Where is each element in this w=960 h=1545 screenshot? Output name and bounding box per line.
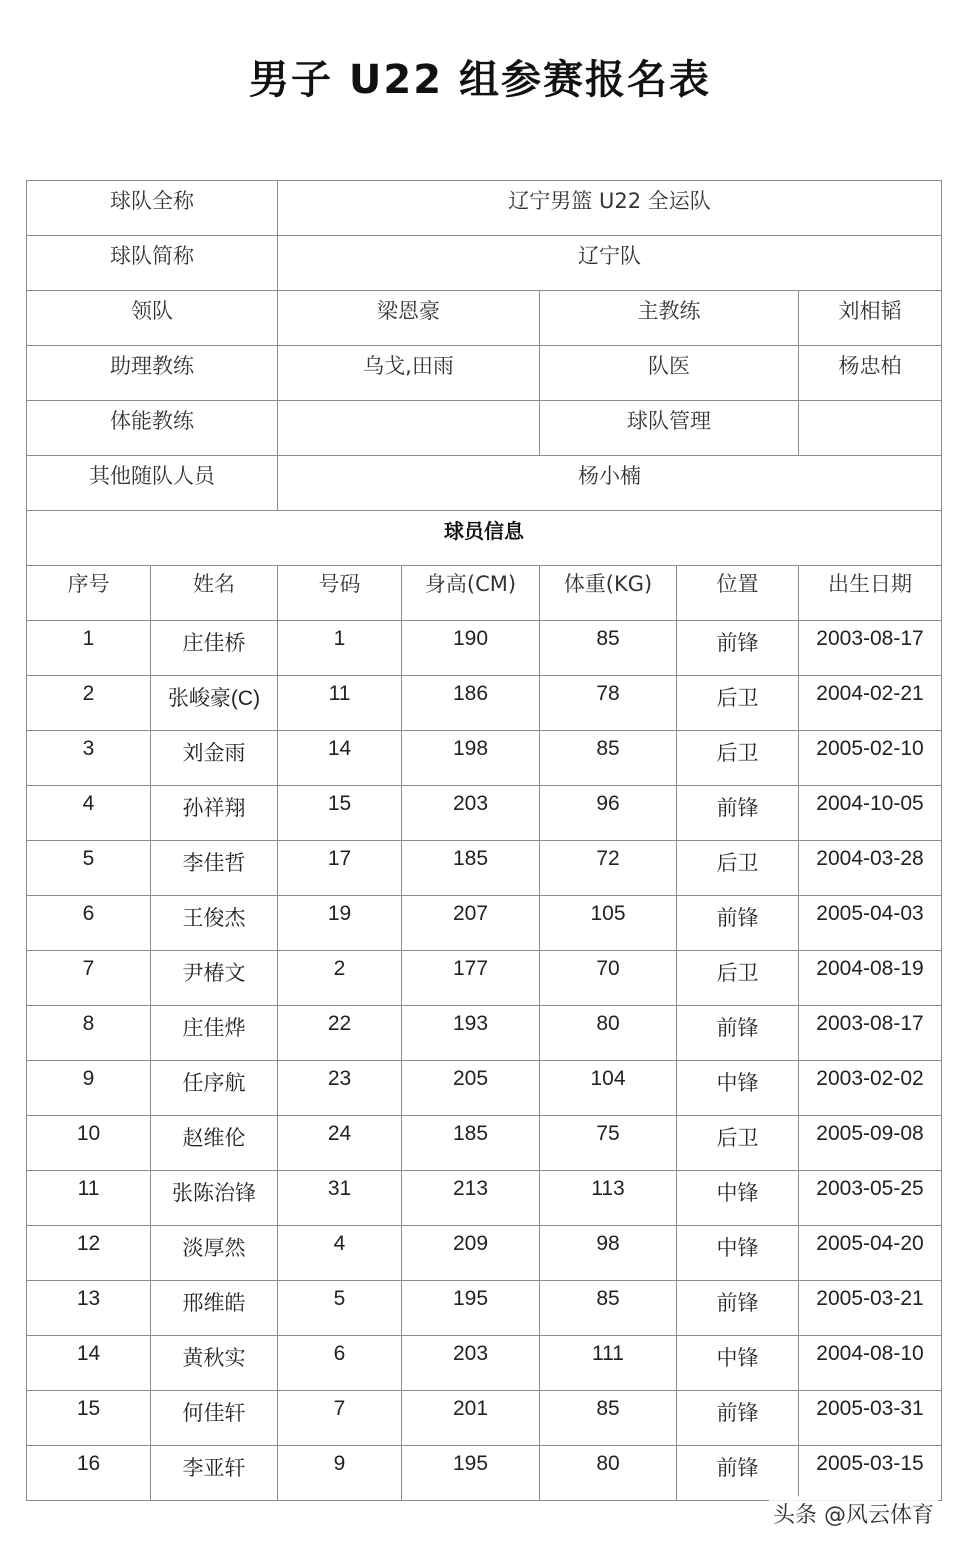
row-others [27,456,942,511]
column-header: 号码 [278,566,402,621]
table-cell: 前锋 [677,1391,799,1446]
table-cell: 4 [278,1226,402,1281]
table-cell: 张陈治锋 [151,1171,278,1226]
table-cell: 177 [402,951,540,1006]
table-cell: 赵维伦 [151,1116,278,1171]
table-cell: 15 [27,1391,151,1446]
table-row [27,1336,942,1391]
table-cell: 中锋 [677,1226,799,1281]
table-cell: 2005-04-20 [799,1226,942,1281]
table-cell: 17 [278,841,402,896]
table-cell: 王俊杰 [151,896,278,951]
label-full-name: 球队全称 [27,181,278,236]
value-head-coach: 刘相韬 [799,291,942,346]
table-cell: 前锋 [677,1446,799,1501]
table-cell: 14 [27,1336,151,1391]
table-cell: 2003-05-25 [799,1171,942,1226]
player-header-row [27,566,942,621]
table-cell: 85 [540,1281,677,1336]
table-cell: 2005-02-10 [799,731,942,786]
table-cell: 195 [402,1281,540,1336]
label-head-coach: 主教练 [540,291,799,346]
table-row [27,896,942,951]
table-cell: 16 [27,1446,151,1501]
table-cell: 前锋 [677,896,799,951]
table-cell: 24 [278,1116,402,1171]
label-manager: 球队管理 [540,401,799,456]
row-full-name [27,181,942,236]
table-cell: 80 [540,1006,677,1061]
table-cell: 中锋 [677,1171,799,1226]
table-cell: 孙祥翔 [151,786,278,841]
watermark: 头条 @风云体育 [769,1496,938,1531]
table-cell: 黄秋实 [151,1336,278,1391]
table-row [27,1171,942,1226]
table-cell: 中锋 [677,1061,799,1116]
table-cell: 前锋 [677,786,799,841]
table-cell: 75 [540,1116,677,1171]
table-cell: 2004-08-10 [799,1336,942,1391]
table-cell: 205 [402,1061,540,1116]
table-cell: 7 [27,951,151,1006]
table-cell: 6 [278,1336,402,1391]
table-cell: 70 [540,951,677,1006]
table-cell: 203 [402,786,540,841]
table-row [27,676,942,731]
table-cell: 庄佳烨 [151,1006,278,1061]
table-cell: 85 [540,1391,677,1446]
value-leader: 梁恩豪 [278,291,540,346]
table-cell: 张峻豪(C) [151,676,278,731]
value-doctor: 杨忠柏 [799,346,942,401]
table-cell: 1 [27,621,151,676]
table-cell: 104 [540,1061,677,1116]
label-short-name: 球队简称 [27,236,278,291]
table-cell: 何佳轩 [151,1391,278,1446]
table-cell: 刘金雨 [151,731,278,786]
registration-table [26,180,942,1501]
form-title: 男子 U22 组参赛报名表 [249,57,711,103]
value-short-name: 辽宁队 [278,236,942,291]
table-cell: 后卫 [677,1116,799,1171]
table-cell: 203 [402,1336,540,1391]
table-cell: 尹椿文 [151,951,278,1006]
table-cell: 邢维皓 [151,1281,278,1336]
table-row [27,1391,942,1446]
table-row [27,1116,942,1171]
table-cell: 中锋 [677,1336,799,1391]
table-cell: 31 [278,1171,402,1226]
table-cell: 23 [278,1061,402,1116]
table-cell: 13 [27,1281,151,1336]
table-cell: 193 [402,1006,540,1061]
table-cell: 190 [402,621,540,676]
table-cell: 2003-02-02 [799,1061,942,1116]
table-cell: 后卫 [677,951,799,1006]
table-cell: 9 [278,1446,402,1501]
table-cell: 2004-10-05 [799,786,942,841]
table-cell: 185 [402,1116,540,1171]
table-row [27,1446,942,1501]
column-header: 序号 [27,566,151,621]
table-cell: 后卫 [677,841,799,896]
column-header: 出生日期 [799,566,942,621]
table-cell: 任序航 [151,1061,278,1116]
row-assistant [27,346,942,401]
table-cell: 后卫 [677,731,799,786]
table-cell: 15 [278,786,402,841]
table-cell: 李亚轩 [151,1446,278,1501]
table-cell: 8 [27,1006,151,1061]
table-cell: 1 [278,621,402,676]
table-row [27,1226,942,1281]
table-cell: 4 [27,786,151,841]
column-header: 身高(CM) [402,566,540,621]
table-cell: 2005-03-31 [799,1391,942,1446]
table-cell: 2005-03-15 [799,1446,942,1501]
table-cell: 12 [27,1226,151,1281]
table-cell: 后卫 [677,676,799,731]
table-cell: 10 [27,1116,151,1171]
table-cell: 14 [278,731,402,786]
table-cell: 淡厚然 [151,1226,278,1281]
table-cell: 22 [278,1006,402,1061]
table-cell: 2004-02-21 [799,676,942,731]
table-cell: 209 [402,1226,540,1281]
table-cell: 前锋 [677,1281,799,1336]
table-cell: 19 [278,896,402,951]
table-cell: 85 [540,731,677,786]
table-cell: 3 [27,731,151,786]
table-row [27,621,942,676]
table-cell: 李佳哲 [151,841,278,896]
table-cell: 80 [540,1446,677,1501]
column-header: 体重(KG) [540,566,677,621]
table-cell: 6 [27,896,151,951]
table-cell: 2 [27,676,151,731]
table-row [27,1061,942,1116]
value-fitness [278,401,540,456]
value-manager [799,401,942,456]
table-cell: 207 [402,896,540,951]
table-cell: 2004-03-28 [799,841,942,896]
table-cell: 185 [402,841,540,896]
table-cell: 195 [402,1446,540,1501]
table-cell: 105 [540,896,677,951]
table-cell: 186 [402,676,540,731]
table-cell: 111 [540,1336,677,1391]
table-cell: 2 [278,951,402,1006]
table-cell: 5 [27,841,151,896]
table-cell: 78 [540,676,677,731]
table-cell: 11 [278,676,402,731]
value-assistant: 乌戈,田雨 [278,346,540,401]
table-cell: 201 [402,1391,540,1446]
label-doctor: 队医 [540,346,799,401]
table-cell: 2003-08-17 [799,621,942,676]
player-section-title: 球员信息 [27,511,942,566]
column-header: 姓名 [151,566,278,621]
table-cell: 96 [540,786,677,841]
table-row [27,1006,942,1061]
table-cell: 5 [278,1281,402,1336]
row-short-name [27,236,942,291]
table-cell: 2005-03-21 [799,1281,942,1336]
table-cell: 113 [540,1171,677,1226]
table-cell: 72 [540,841,677,896]
label-leader: 领队 [27,291,278,346]
row-fitness [27,401,942,456]
table-cell: 11 [27,1171,151,1226]
label-others: 其他随队人员 [27,456,278,511]
table-cell: 2004-08-19 [799,951,942,1006]
table-cell: 9 [27,1061,151,1116]
table-row [27,951,942,1006]
table-cell: 2005-09-08 [799,1116,942,1171]
table-cell: 2003-08-17 [799,1006,942,1061]
table-row [27,841,942,896]
table-row [27,786,942,841]
table-cell: 前锋 [677,621,799,676]
table-cell: 198 [402,731,540,786]
table-row [27,731,942,786]
row-leader [27,291,942,346]
row-player-section [27,511,942,566]
table-cell: 2005-04-03 [799,896,942,951]
table-cell: 213 [402,1171,540,1226]
value-full-name: 辽宁男篮 U22 全运队 [278,181,942,236]
table-cell: 庄佳桥 [151,621,278,676]
column-header: 位置 [677,566,799,621]
label-fitness: 体能教练 [27,401,278,456]
label-assistant: 助理教练 [27,346,278,401]
table-cell: 7 [278,1391,402,1446]
table-cell: 前锋 [677,1006,799,1061]
table-cell: 98 [540,1226,677,1281]
table-cell: 85 [540,621,677,676]
table-row [27,1281,942,1336]
value-others: 杨小楠 [278,456,942,511]
